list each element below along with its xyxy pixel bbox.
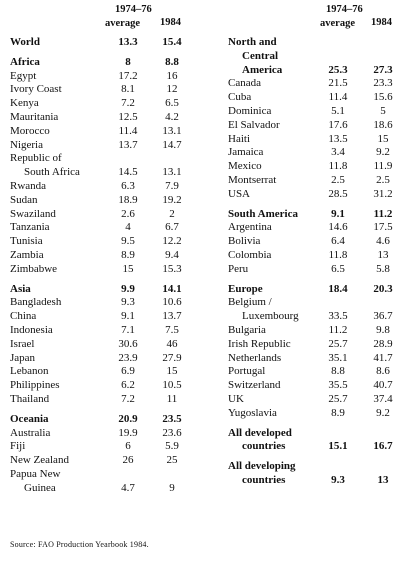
row-label-continued: Luxembourg [242, 310, 299, 323]
table-row [228, 338, 408, 352]
value-1984: 20.3 [373, 282, 393, 295]
row-label: Ivory Coast [10, 83, 62, 96]
row-label: Lebanon [10, 365, 49, 378]
value-1984: 17.5 [373, 221, 393, 234]
value-1984: 23.6 [162, 426, 182, 439]
table-row [228, 393, 408, 407]
left-table [10, 0, 200, 496]
value-1974-76: 7.1 [121, 323, 135, 336]
table-row [10, 365, 200, 379]
table-row [10, 393, 200, 407]
value-1974-76: 33.5 [328, 310, 348, 323]
table-row [10, 263, 200, 277]
row-label: Morocco [10, 124, 50, 137]
row-label-continued: countries [242, 440, 286, 453]
table-row [10, 139, 200, 153]
value-1984: 11.2 [373, 207, 393, 220]
row-label: Republic of [10, 152, 62, 165]
row-label: Haiti [228, 132, 250, 145]
value-1984: 27.9 [162, 351, 182, 364]
value-1974-76: 15 [122, 262, 134, 275]
table-row [10, 413, 200, 427]
table-row [10, 221, 200, 235]
table-row [10, 482, 200, 496]
row-label: Peru [228, 262, 249, 275]
row-label: Mauritania [10, 110, 59, 123]
value-1984: 2.5 [376, 173, 390, 186]
header-average: average [320, 18, 355, 29]
table-header [10, 0, 200, 36]
row-label: Portugal [228, 365, 266, 378]
value-1984: 5.9 [165, 440, 179, 453]
value-1974-76: 12.5 [118, 110, 138, 123]
table-row [10, 56, 200, 70]
row-label: El Salvador [228, 118, 280, 131]
value-1984: 9 [169, 481, 175, 494]
row-label: Sudan [10, 193, 38, 206]
value-1984: 9.2 [376, 406, 390, 419]
value-1984: 37.4 [373, 392, 393, 405]
value-1974-76: 9.9 [121, 282, 135, 295]
value-1974-76: 14.5 [118, 166, 138, 179]
row-label: Switzerland [228, 379, 281, 392]
table-row [10, 194, 200, 208]
row-label: Yugoslavia [228, 406, 277, 419]
value-1984: 12 [166, 83, 178, 96]
row-label: Netherlands [228, 351, 282, 364]
table-row [10, 296, 200, 310]
row-label: Kenya [10, 97, 39, 110]
value-1984: 40.7 [373, 379, 393, 392]
value-1984: 7.5 [165, 323, 179, 336]
table-row [228, 296, 408, 310]
value-1984: 41.7 [373, 351, 393, 364]
value-1974-76: 9.5 [121, 235, 135, 248]
value-1974-76: 35.1 [328, 351, 348, 364]
row-label: Belgium / [228, 296, 272, 309]
value-1984: 10.6 [162, 296, 182, 309]
value-1984: 12.2 [162, 235, 182, 248]
value-1974-76: 28.5 [328, 187, 348, 200]
value-1984: 25 [166, 454, 178, 467]
value-1984: 9.4 [165, 248, 179, 261]
value-1984: 13.1 [162, 166, 182, 179]
table-row [228, 379, 408, 393]
value-1974-76: 25.7 [328, 392, 348, 405]
value-1984: 14.1 [162, 282, 182, 295]
row-label: Bolivia [228, 235, 261, 248]
row-label: Cuba [228, 91, 252, 104]
row-label: Nigeria [10, 138, 43, 151]
row-label: Philippines [10, 379, 60, 392]
table-row [228, 310, 408, 324]
value-1974-76: 8 [125, 55, 131, 68]
row-label: Canada [228, 77, 261, 90]
value-1974-76: 8.1 [121, 83, 135, 96]
row-label: Oceania [10, 412, 49, 425]
value-1974-76: 25.3 [328, 63, 348, 76]
table-row [10, 208, 200, 222]
row-label-continued: Central [242, 49, 279, 62]
value-1974-76: 11.2 [328, 323, 348, 336]
value-1974-76: 6.4 [331, 235, 345, 248]
value-1974-76: 9.3 [331, 473, 345, 486]
table-row [10, 352, 200, 366]
table-row [228, 119, 408, 133]
value-1984: 14.7 [162, 138, 182, 151]
value-1974-76: 8.9 [331, 406, 345, 419]
value-1984: 11.9 [373, 160, 393, 173]
table-row [10, 249, 200, 263]
row-label: Egypt [10, 69, 37, 82]
row-label-continued: South Africa [24, 166, 80, 179]
value-1974-76: 17.2 [118, 69, 138, 82]
value-1974-76: 9.3 [121, 296, 135, 309]
value-1984: 9.8 [376, 323, 390, 336]
value-1974-76: 7.2 [121, 392, 135, 405]
table-row [228, 249, 408, 263]
value-1984: 15 [166, 365, 178, 378]
row-label: Japan [10, 351, 36, 364]
value-1984: 19.2 [162, 193, 182, 206]
table-row [10, 427, 200, 441]
table-row [228, 324, 408, 338]
value-1974-76: 23.9 [118, 351, 138, 364]
value-1984: 31.2 [373, 187, 393, 200]
value-1984: 15.3 [162, 262, 182, 275]
value-1974-76: 4.7 [121, 481, 135, 494]
table-row [228, 77, 408, 91]
row-label: Bulgaria [228, 323, 266, 336]
table-row [228, 235, 408, 249]
value-1974-76: 8.8 [331, 365, 345, 378]
table-row [10, 36, 200, 50]
header-year: 1984 [160, 17, 181, 28]
table-row [228, 407, 408, 421]
row-label: All developing [228, 460, 296, 473]
table-row [228, 188, 408, 202]
row-label: Papua New [10, 467, 61, 480]
value-1974-76: 8.9 [121, 248, 135, 261]
row-label: Zimbabwe [10, 262, 58, 275]
row-label: Swaziland [10, 207, 56, 220]
table-row [228, 474, 408, 488]
table-row [228, 160, 408, 174]
value-1974-76: 6 [125, 440, 131, 453]
value-1984: 18.6 [373, 118, 393, 131]
table-row [10, 468, 200, 482]
value-1984: 6.5 [165, 97, 179, 110]
table-row [228, 460, 408, 474]
value-1974-76: 11.4 [328, 91, 348, 104]
value-1974-76: 14.6 [328, 221, 348, 234]
value-1974-76: 13.5 [328, 132, 348, 145]
value-1984: 23.5 [162, 412, 182, 425]
row-label: Mexico [228, 160, 262, 173]
row-label: Fiji [10, 440, 26, 453]
row-label: New Zealand [10, 454, 69, 467]
value-1974-76: 15.1 [328, 440, 348, 453]
value-1974-76: 9.1 [331, 207, 345, 220]
right-table [228, 0, 408, 488]
value-1974-76: 7.2 [121, 97, 135, 110]
value-1974-76: 4 [125, 221, 131, 234]
value-1974-76: 18.9 [118, 193, 138, 206]
table-row [10, 166, 200, 180]
row-label: South America [228, 207, 298, 220]
row-label: China [10, 310, 37, 323]
table-row [228, 352, 408, 366]
value-1984: 2 [169, 207, 175, 220]
value-1984: 4.6 [376, 235, 390, 248]
row-label: Tunisia [10, 235, 43, 248]
value-1984: 23.3 [373, 77, 393, 90]
row-label: Dominica [228, 104, 272, 117]
table-row [228, 36, 408, 50]
value-1974-76: 9.1 [121, 310, 135, 323]
row-label: Bangladesh [10, 296, 62, 309]
table-row [228, 283, 408, 297]
table-row [228, 365, 408, 379]
row-label-continued: Guinea [24, 481, 56, 494]
value-1974-76: 2.5 [331, 173, 345, 186]
row-label: Argentina [228, 221, 272, 234]
row-label: Jamaica [228, 146, 264, 159]
value-1984: 46 [166, 337, 178, 350]
value-1984: 8.8 [165, 55, 179, 68]
value-1984: 6.7 [165, 221, 179, 234]
table-body [10, 36, 200, 496]
row-label: Africa [10, 55, 40, 68]
value-1974-76: 5.1 [331, 104, 345, 117]
table-row [10, 70, 200, 84]
table-row [10, 379, 200, 393]
table-body [228, 36, 408, 488]
row-label: UK [228, 392, 244, 405]
row-label: Montserrat [228, 173, 277, 186]
table-row [228, 91, 408, 105]
value-1984: 11 [166, 392, 178, 405]
table-row [228, 174, 408, 188]
value-1984: 7.9 [165, 179, 179, 192]
value-1984: 15.4 [162, 36, 182, 48]
header-average: average [105, 18, 140, 29]
value-1984: 5 [380, 104, 386, 117]
value-1984: 16 [166, 69, 178, 82]
value-1974-76: 35.5 [328, 379, 348, 392]
row-label: Europe [228, 282, 263, 295]
table-row [228, 427, 408, 441]
value-1974-76: 2.6 [121, 207, 135, 220]
row-label: Thailand [10, 392, 50, 405]
row-label-continued: countries [242, 473, 286, 486]
row-label: Australia [10, 426, 51, 439]
row-label: Colombia [228, 248, 272, 261]
value-1974-76: 19.9 [118, 426, 138, 439]
value-1974-76: 20.9 [118, 412, 138, 425]
value-1974-76: 6.5 [331, 262, 345, 275]
value-1984: 13 [377, 473, 389, 486]
row-label: Rwanda [10, 179, 47, 192]
value-1974-76: 17.6 [328, 118, 348, 131]
value-1984: 4.2 [165, 110, 179, 123]
source-note: Source: FAO Production Yearbook 1984. [10, 540, 149, 549]
table-row [228, 105, 408, 119]
value-1974-76: 18.4 [328, 282, 348, 295]
table-row [228, 221, 408, 235]
value-1984: 15.6 [373, 91, 393, 104]
row-label: Irish Republic [228, 337, 291, 350]
value-1974-76: 11.8 [328, 160, 348, 173]
table-row [228, 50, 408, 64]
row-label: World [10, 36, 40, 48]
value-1984: 9.2 [376, 146, 390, 159]
table-row [10, 235, 200, 249]
row-label: Zambia [10, 248, 44, 261]
table-row [228, 263, 408, 277]
table-header [228, 0, 408, 36]
value-1984: 15 [377, 132, 389, 145]
table-row [228, 208, 408, 222]
table-row [10, 97, 200, 111]
value-1984: 36.7 [373, 310, 393, 323]
table-row [10, 283, 200, 297]
table-row [10, 125, 200, 139]
row-label: USA [228, 187, 251, 200]
table-row [10, 338, 200, 352]
table-row [10, 180, 200, 194]
table-row [10, 454, 200, 468]
table-row [10, 440, 200, 454]
value-1984: 10.5 [162, 379, 182, 392]
value-1984: 5.8 [376, 262, 390, 275]
row-label: Asia [10, 282, 31, 295]
header-period: 1974–76 [326, 4, 363, 15]
row-label: All developed [228, 426, 292, 439]
row-label: Israel [10, 337, 35, 350]
table-row [228, 133, 408, 147]
table-row [10, 152, 200, 166]
value-1984: 16.7 [373, 440, 393, 453]
table-row [10, 324, 200, 338]
value-1974-76: 13.7 [118, 138, 138, 151]
value-1984: 13 [377, 248, 389, 261]
table-row [228, 440, 408, 454]
value-1974-76: 11.8 [328, 248, 348, 261]
row-label: Tanzania [10, 221, 50, 234]
value-1974-76: 11.4 [118, 124, 138, 137]
table-row [10, 83, 200, 97]
table-row [10, 111, 200, 125]
header-year: 1984 [371, 17, 392, 28]
value-1974-76: 25.7 [328, 337, 348, 350]
value-1974-76: 21.5 [328, 77, 348, 90]
value-1974-76: 30.6 [118, 337, 138, 350]
row-label: North and [228, 36, 277, 48]
row-label: Indonesia [10, 323, 53, 336]
value-1974-76: 6.9 [121, 365, 135, 378]
value-1984: 13.7 [162, 310, 182, 323]
header-period: 1974–76 [115, 4, 152, 15]
value-1984: 13.1 [162, 124, 182, 137]
row-label-continued: America [242, 63, 283, 76]
value-1974-76: 13.3 [118, 36, 138, 48]
value-1974-76: 26 [122, 454, 134, 467]
table-row [10, 310, 200, 324]
value-1984: 27.3 [373, 63, 393, 76]
table-row [228, 146, 408, 160]
value-1984: 28.9 [373, 337, 393, 350]
table-row [228, 64, 408, 78]
value-1974-76: 3.4 [331, 146, 345, 159]
value-1974-76: 6.3 [121, 179, 135, 192]
value-1984: 8.6 [376, 365, 390, 378]
value-1974-76: 6.2 [121, 379, 135, 392]
